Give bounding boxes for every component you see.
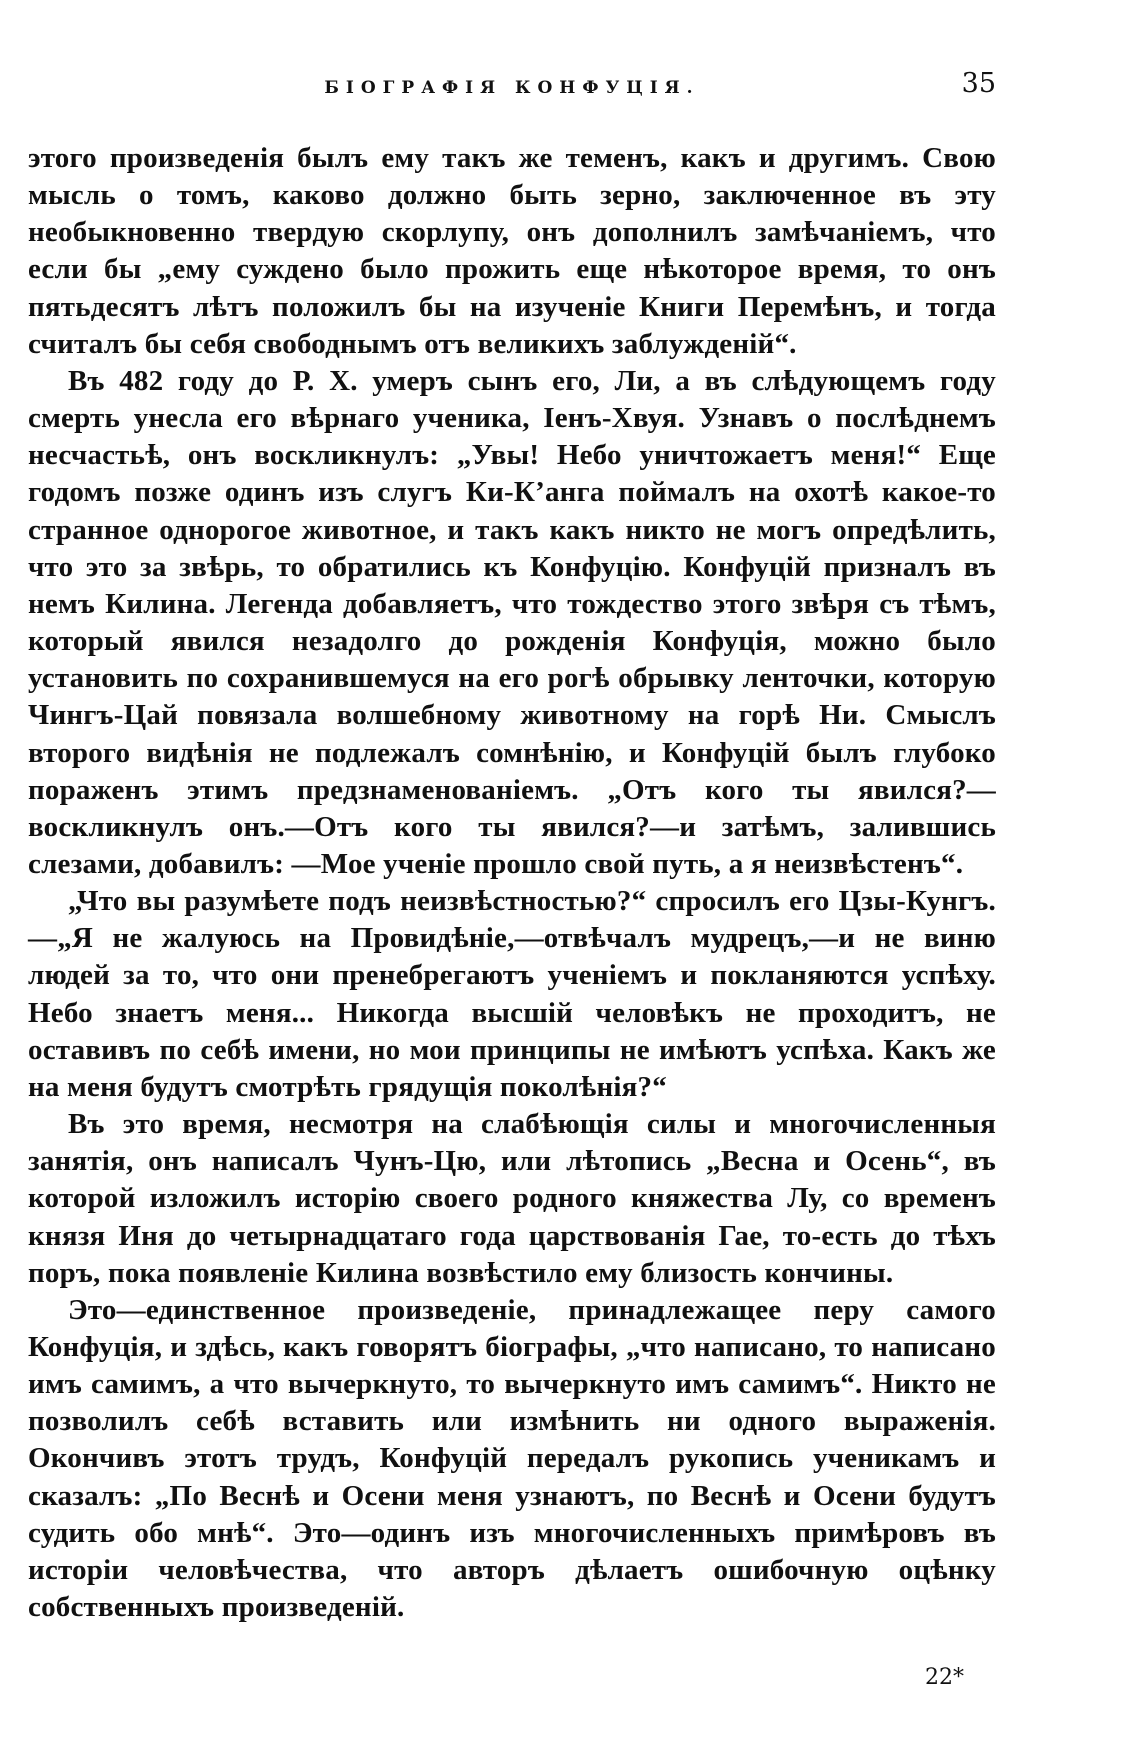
- body-text: [28, 140, 996, 1626]
- page-number: 35: [961, 68, 996, 99]
- running-title: БІОГРАФІЯ КОНФУЦІЯ.: [324, 78, 700, 98]
- printer-signature-mark: 22*: [925, 1665, 964, 1690]
- page-header: [28, 68, 996, 108]
- paragraph-1: этого произведенія былъ ему такъ же теменъ, какъ и другимъ. Свою мысль о томъ, каково должно быть зерно, заключенное въ эту необыкновенно твердую скорлупу, онъ дополнилъ замѣчаніемъ, что если бы „ему суждено было прожить еще нѣкоторое время, то онъ пятьдесятъ лѣтъ положилъ бы на изученіе Книги Перемѣнъ, и тогда считалъ бы себя свободнымъ отъ великихъ заблужденій“.: [28, 142, 996, 360]
- paragraph-3: „Что вы разумѣете подъ неизвѣстностью?“ спросилъ его Цзы-Кунгъ.—„Я не жалуюсь на Провидѣніе,—отвѣчалъ мудрецъ,—и не виню людей за то, что они пренебрегаютъ ученіемъ и покланяются успѣху. Небо знаетъ меня... Никогда высшій человѣкъ не проходитъ, не оставивъ по себѣ имени, но мои принципы не имѣютъ успѣха. Какъ же на меня будутъ смотрѣть грядущія поколѣнія?“: [28, 885, 996, 1103]
- paragraph-5: Это—единственное произведеніе, принадлежащее перу самого Конфуція, и здѣсь, какъ говорятъ біографы, „что написано, то написано имъ самимъ, а что вычеркнуто, то вычеркнуто имъ самимъ“. Никто не позволилъ себѣ вставить или измѣнить ни одного выраженія. Окончивъ этотъ трудъ, Конфуцій передалъ рукопись ученикамъ и сказалъ: „По Веснѣ и Осени меня узнаютъ, по Веснѣ и Осени будутъ судить обо мнѣ“. Это—одинъ изъ многочисленныхъ примѣровъ въ исторіи человѣчества, что авторъ дѣлаетъ ошибочную оцѣнку собственныхъ произведеній.: [28, 1293, 996, 1624]
- paragraph-2: Въ 482 году до Р. Х. умеръ сынъ его, Ли, а въ слѣдующемъ году смерть унесла его вѣрнаго ученика, Іенъ-Хвуя. Узнавъ о послѣднемъ несчастьѣ, онъ воскликнулъ: „Увы! Небо уничтожаетъ меня!“ Еще годомъ позже одинъ изъ слугъ Ки-К’анга поймалъ на охотѣ какое-то странное однорогое животное, и такъ какъ никто не могъ опредѣлить, что это за звѣрь, то обратились къ Конфуцію. Конфуцій призналъ въ немъ Килина. Легенда добавляетъ, что тождество этого звѣря съ тѣмъ, который явился незадолго до рожденія Конфуція, можно было установить по сохранившемуся на его рогѣ обрывку ленточки, которую Чингъ-Цай повязала волшебному животному на горѣ Ни. Смыслъ второго видѣнія не подлежалъ сомнѣнію, и Конфуцій былъ глубоко пораженъ этимъ предзнаменованіемъ. „Отъ кого ты явился?—воскликнулъ онъ.—Отъ кого ты явился?—и затѣмъ, залившись слезами, добавилъ: —Мое ученіе прошло свой путь, а я неизвѣстенъ“.: [28, 364, 996, 880]
- paragraph-4: Въ это время, несмотря на слабѣющія силы и многочисленныя занятія, онъ написалъ Чунъ-Цю, или лѣтопись „Весна и Осень“, въ которой изложилъ исторію своего родного княжества Лу, со временъ князя Иня до четырнадцатаго года царствованія Гае, то-есть до тѣхъ поръ, пока появленіе Килина возвѣстило ему близость кончины.: [28, 1108, 996, 1289]
